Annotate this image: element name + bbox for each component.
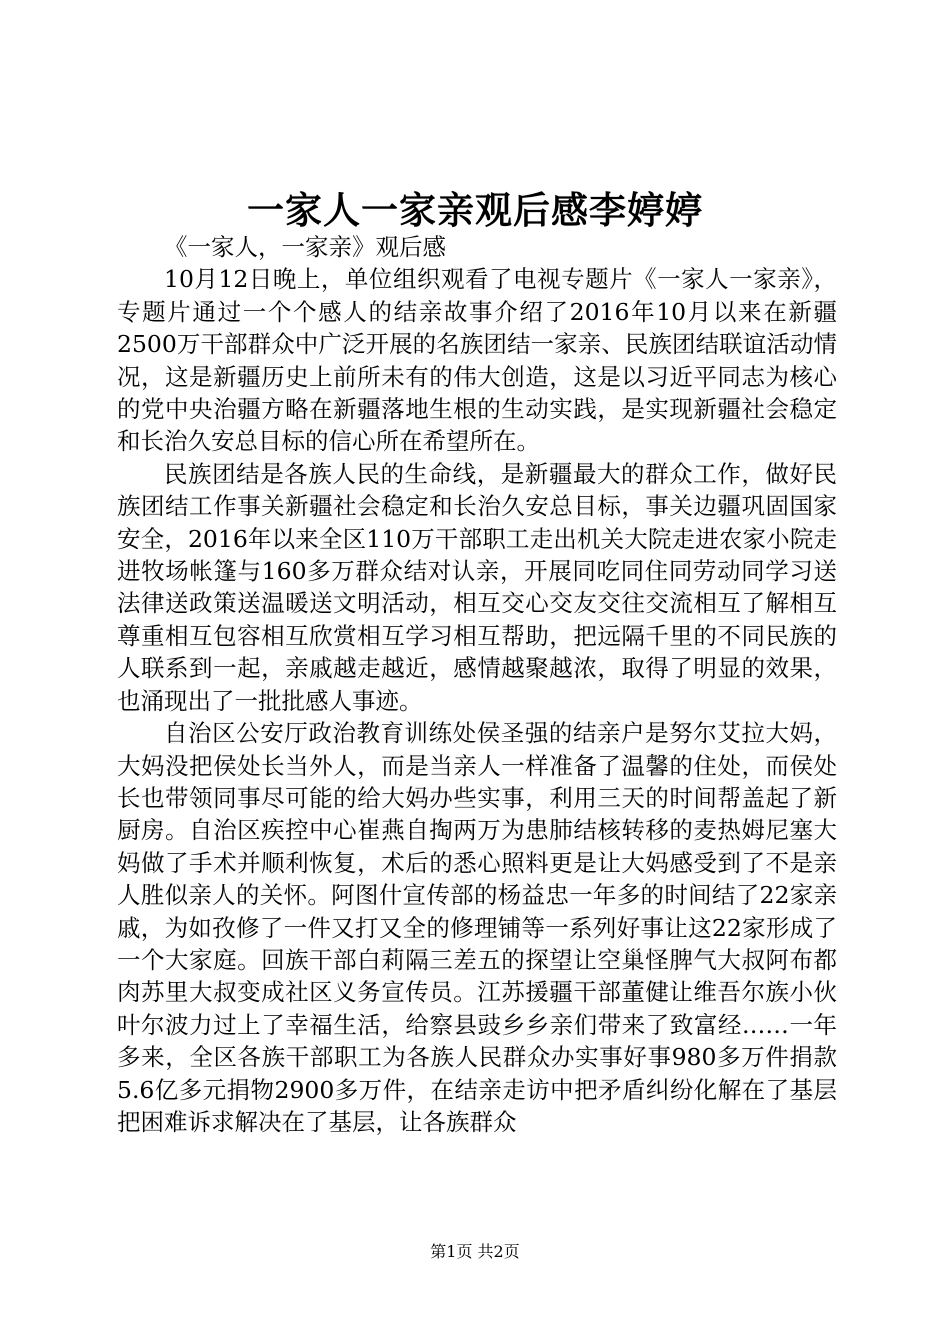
document-body: [117, 231, 837, 1138]
paragraph-3: 自治区公安厅政治教育训练处侯圣强的结亲户是努尔艾拉大妈，大妈没把侯处长当外人，而是当亲人一样准备了温馨的住处，而侯处长也带领同事尽可能的给大妈办些实事，利用三天的时间帮盖起了新厨房。自治区疾控中心崔燕自掏两万为患肺结核转移的麦热姆尼塞大妈做了手术并顺利恢复，术后的悉心照料更是让大妈感受到了不是亲人胜似亲人的关怀。阿图什宣传部的杨益忠一年多的时间结了22家亲戚，为如孜修了一件又打又全的修理铺等一系列好事让这22家形成了一个大家庭。回族干部白莉隔三差五的探望让空巢怪脾气大叔阿布都肉苏里大叔变成社区义务宣传员。江苏援疆干部董健让维吾尔族小伙叶尔波力过上了幸福生活，给察县豉乡乡亲们带来了致富经……一年多来，全区各族干部职工为各族人民群众办实事好事980多万件捐款5.6亿多元捐物2900多万件，在结亲走访中把矛盾纠纷化解在了基层把困难诉求解决在了基层，让各族群众: [117, 719, 837, 1136]
paragraph-2: 民族团结是各族人民的生命线，是新疆最大的群众工作，做好民族团结工作事关新疆社会稳定和长治久安总目标，事关边疆巩固国家安全，2016年以来全区110万干部职工走出机关大院走进农家小院走进牧场帐篷与160多万群众结对认亲，开展同吃同住同劳动同学习送法律送政策送温暖送文明活动，相互交心交友交往交流相互了解相互尊重相互包容相互欣赏相互学习相互帮助，把远隔千里的不同民族的人联系到一起，亲戚越走越近，感情越聚越浓，取得了明显的效果，也涌现出了一批批感人事迹。: [117, 459, 837, 715]
paragraph-1: 10月12日晚上，单位组织观看了电视专题片《一家人一家亲》，专题片通过一个个感人的结亲故事介绍了2016年10月以来在新疆2500万干部群众中广泛开展的名族团结一家亲、民族团结联谊活动情况，这是新疆历史上前所未有的伟大创造，这是以习近平同志为核心的党中央治疆方略在新疆落地生根的生动实践，是实现新疆社会稳定和长治久安总目标的信心所在希望所在。: [117, 265, 837, 456]
document-subtitle: 《一家人，一家亲》观后感: [164, 233, 446, 261]
page-footer: 第1页 共2页: [430, 1242, 520, 1261]
document-title: 一家人一家亲观后感李婷婷: [247, 188, 703, 232]
